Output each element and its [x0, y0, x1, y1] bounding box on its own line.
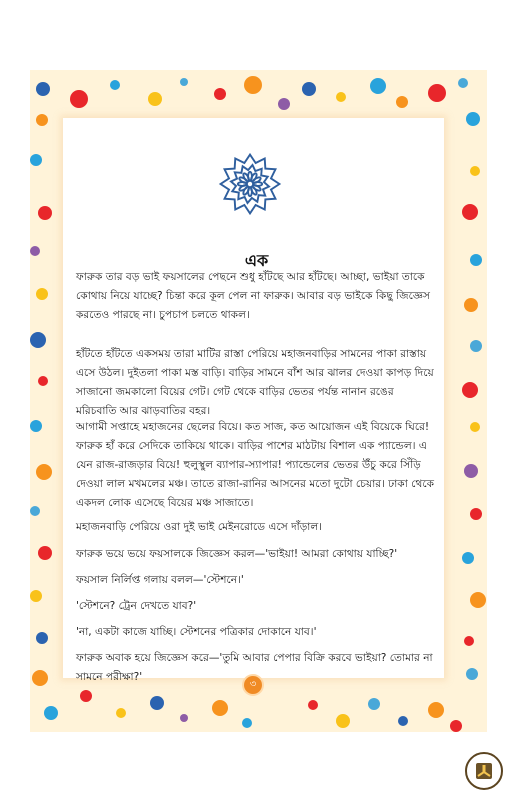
confetti-dot	[464, 464, 478, 478]
confetti-dot	[30, 332, 46, 348]
confetti-dot	[396, 96, 408, 108]
confetti-dot	[30, 420, 42, 432]
confetti-dot	[302, 82, 316, 96]
confetti-dot	[36, 114, 48, 126]
paragraph-8	[76, 623, 436, 642]
confetti-dot	[370, 78, 386, 94]
confetti-dot	[398, 716, 408, 726]
confetti-dot	[32, 670, 48, 686]
paragraph-4	[76, 518, 436, 537]
confetti-dot	[462, 382, 478, 398]
confetti-dot	[462, 204, 478, 220]
confetti-dot	[80, 690, 92, 702]
confetti-dot	[212, 700, 228, 716]
confetti-dot	[30, 590, 42, 602]
confetti-dot	[462, 552, 474, 564]
confetti-dot	[428, 702, 444, 718]
confetti-dot	[464, 298, 478, 312]
confetti-dot	[336, 714, 350, 728]
confetti-dot	[214, 88, 226, 100]
publisher-logo	[465, 752, 503, 790]
confetti-dot	[466, 668, 478, 680]
paragraph-3	[76, 418, 436, 513]
confetti-dot	[336, 92, 346, 102]
confetti-dot	[466, 112, 480, 126]
confetti-dot	[180, 78, 188, 86]
paragraph-7	[76, 597, 436, 616]
paragraph-text: ফারুক তার বড় ভাই ফয়সালের পেছনে শুধু হাঁটছে আর হাঁটছে। আচ্ছা, ভাইয়া তাকে কোথায় নিয়ে যাচ্ছে? চিন্তা করে কূল পেল না ফারুক। আবার বড় ভাইকে কিছু জিজ্ঞেস করতেও পারছে না। চুপচাপ চলতে থাকল।	[76, 271, 431, 321]
paragraph-text: মহাজনবাড়ি পেরিয়ে ওরা দুই ভাই মেইনরোডে এসে দাঁড়াল।	[76, 521, 323, 533]
confetti-dot	[38, 546, 52, 560]
confetti-dot	[36, 632, 48, 644]
confetti-dot	[458, 78, 468, 88]
confetti-dot	[36, 288, 48, 300]
confetti-dot	[470, 508, 482, 520]
paragraph-text: 'স্টেশনে? ট্রেন দেখতে যাব?'	[76, 600, 197, 612]
confetti-dot	[450, 720, 462, 732]
paragraph-text: ফারুক অবাক হয়ে জিজ্ঞেস করে—'তুমি আবার পেপার বিক্রি করবে ভাইয়া? তোমার না সামনে পরীক্ষা?'	[76, 652, 433, 683]
confetti-dot	[38, 206, 52, 220]
confetti-dot	[110, 80, 120, 90]
confetti-dot	[116, 708, 126, 718]
confetti-dot	[244, 76, 262, 94]
paragraph-text: আগামী সপ্তাহে মহাজনের ছেলের বিয়ে। কত সাজ, কত আয়োজন এই বিয়েকে ঘিরে! ফারুক হাঁ করে সেদিকে তাকিয়ে থাকে। বাড়ির পাশের মাঠটায় বিশাল এক প্যান্ডেল। এ যেন রাজ-রাজড়ার বিয়ে! হুলুস্থুল ব্যাপার-স্যাপার! প্যান্ডেলের ভেতর উঁচু করে সিঁড়ি দেওয়া লাল মখমলের মঞ্চ। তাতে রাজা-রানির আসনের মতো দুটো চেয়ার। ঢাকা থেকে একদল লোক এসেছে বিয়ের মঞ্চ সাজাতে।	[76, 421, 434, 509]
paragraph-text: ফয়সাল নির্লিপ্ত গলায় বলল—'স্টেশনে।'	[76, 574, 244, 586]
confetti-dot	[36, 464, 52, 480]
paragraph-1	[76, 268, 436, 325]
confetti-dot	[464, 636, 474, 646]
paragraph-text: 'না, একটা কাজে যাচ্ছি। স্টেশনের পত্রিকার দোকানে যাব।'	[76, 626, 317, 638]
confetti-dot	[368, 698, 380, 710]
page-number: ৩	[244, 676, 262, 694]
confetti-dot	[44, 706, 58, 720]
confetti-dot	[70, 90, 88, 108]
confetti-dot	[38, 376, 48, 386]
confetti-dot	[180, 714, 188, 722]
confetti-dot	[30, 154, 42, 166]
paragraph-6	[76, 571, 436, 590]
confetti-dot	[242, 718, 252, 728]
paragraph-5	[76, 545, 436, 564]
book-crest-icon	[467, 754, 501, 788]
confetti-dot	[470, 340, 482, 352]
confetti-dot	[30, 506, 40, 516]
confetti-dot	[470, 592, 486, 608]
confetti-dot	[470, 166, 480, 176]
paragraph-text: হাঁটতে হাঁটতে একসময় তারা মাটির রাস্তা পেরিয়ে মহাজনবাড়ির সামনের পাকা রাস্তায় এসে উঠল। দুইতলা পাকা মস্ত বাড়ি। বাড়ির সামনে বাঁশ আর ঝালর দেওয়া কাপড় দিয়ে সাজানো জমকালো বিয়ের গেট। গেট থেকে বাড়ির ভেতর পর্যন্ত নানান রঙের মরিচবাতি আর ঝাড়বাতির বহর।	[76, 348, 434, 417]
paragraph-2	[76, 345, 436, 421]
paragraph-text: ফারুক ভয়ে ভয়ে ফয়সালকে জিজ্ঞেস করল—'ভাইয়া! আমরা কোথায় যাচ্ছি?'	[76, 548, 398, 560]
confetti-dot	[278, 98, 290, 110]
confetti-dot	[150, 696, 164, 710]
mandala-emblem-icon	[218, 152, 282, 216]
confetti-dot	[428, 84, 446, 102]
chapter-heading: এক	[244, 251, 269, 270]
confetti-dot	[148, 92, 162, 106]
confetti-dot	[470, 422, 480, 432]
confetti-dot	[308, 700, 318, 710]
confetti-dot	[36, 82, 50, 96]
